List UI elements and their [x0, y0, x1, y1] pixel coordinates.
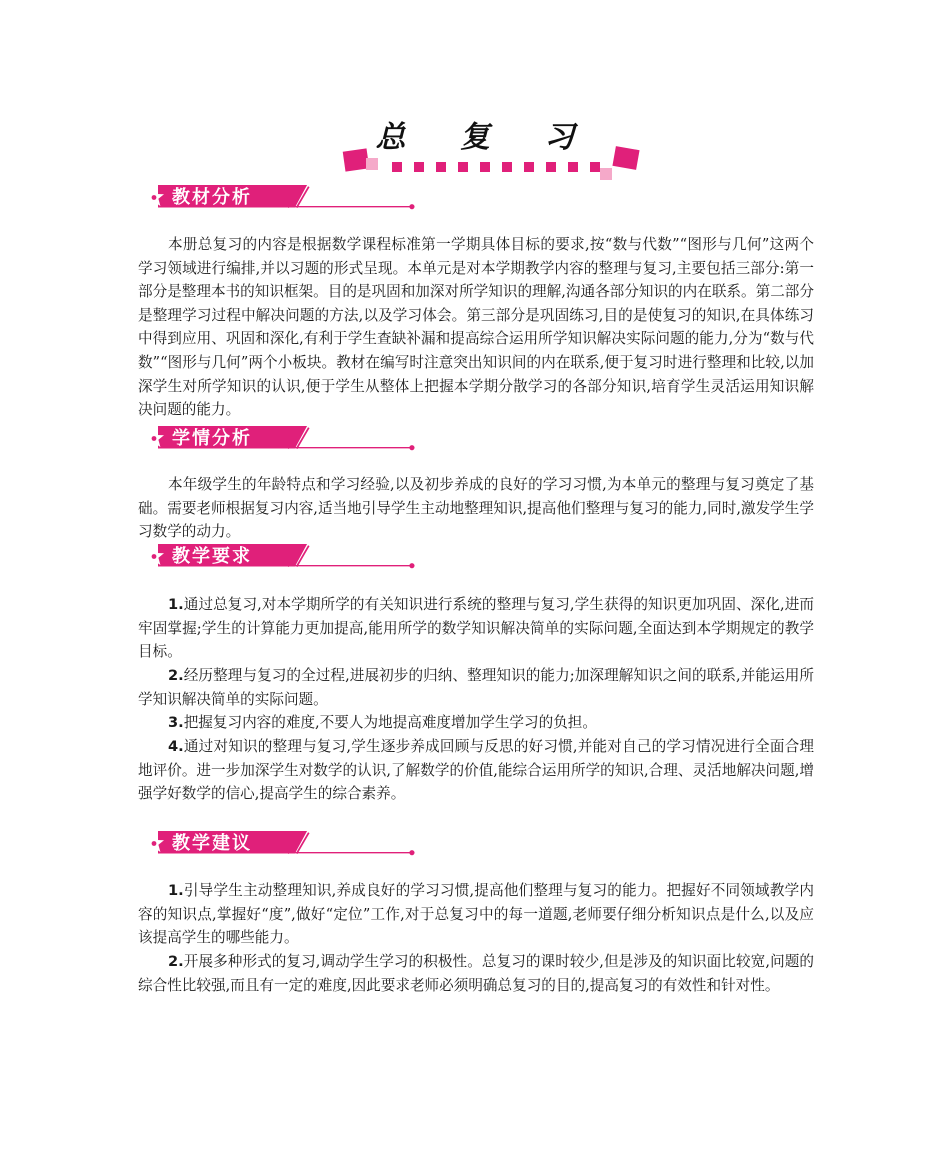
- paragraph: 本册总复习的内容是根据数学课程标准第一学期具体目标的要求,按“数与代数”“图形与几何”这两个学习领域进行编排,并以习题的形式呈现。本单元是对本学期教学内容的整理与复习,主要包括三部分:第一部分是整理本书的知识框架。目的是巩固和加深对所学知识的理解,沟通各部分知识的内在联系。第二部分是整理学习过程中解决问题的方法,以及学习体会。第三部分是巩固练习,目的是使复习的知识,在具体练习中得到应用、巩固和深化,有利于学生查缺补漏和提高综合运用所学知识解决实际问题的能力,分为“数与代数”“图形与几何”两个小板块。教材在编写时注意突出知识间的内在联系,便于复习时进行整理和比较,以加深学生对所学知识的认识,便于学生从整体上把握本学期分散学习的各部分知识,培育学生灵活运用知识解决问题的能力。: [138, 236, 814, 419]
- item-number: 4.: [168, 738, 184, 755]
- title-decoration-squares: [338, 144, 644, 184]
- paragraph: 本年级学生的年龄特点和学习经验,以及初步养成的良好的学习习惯,为本单元的整理与复习奠定了基础。需要老师根据复习内容,适当地引导学生主动地整理知识,提高他们整理与复习的能力,同时,激发学生学习数学的动力。: [138, 476, 814, 541]
- list-item: [138, 664, 814, 711]
- section-header-learning-situation: [138, 426, 438, 456]
- item-number: 2.: [168, 667, 184, 684]
- list-item: [138, 735, 814, 806]
- star-icon: [142, 426, 166, 450]
- item-text: 经历整理与复习的全过程,进展初步的归纳、整理知识的能力;加深理解知识之间的联系,并能运用所学知识解决简单的实际问题。: [138, 667, 814, 708]
- item-number: 2.: [168, 953, 184, 970]
- section-heading: 教学建议: [172, 833, 252, 854]
- list-item: [138, 879, 814, 950]
- section-heading: 教学要求: [172, 546, 252, 567]
- page-title: 总 复 习: [375, 120, 597, 155]
- star-icon: [142, 831, 166, 855]
- star-icon: [142, 544, 166, 568]
- list-item: [138, 950, 814, 997]
- section-header-teaching-suggestions: [138, 831, 438, 861]
- section-heading: 教材分析: [172, 187, 252, 208]
- item-text: 开展多种形式的复习,调动学生学习的积极性。总复习的课时较少,但是涉及的知识面比较宽,问题的综合性比较强,而且有一定的难度,因此要求老师必须明确总复习的目的,提高复习的有效性和针对性。: [138, 953, 814, 994]
- item-text: 通过总复习,对本学期所学的有关知识进行系统的整理与复习,学生获得的知识更加巩固、深化,进而牢固掌握;学生的计算能力更加提高,能用所学的数学知识解决简单的实际问题,全面达到本学期规定的教学目标。: [138, 596, 814, 661]
- item-text: 引导学生主动整理知识,养成良好的学习习惯,提高他们整理与复习的能力。把握好不同领域教学内容的知识点,掌握好“度”,做好“定位”工作,对于总复习中的每一道题,老师要仔细分析知识点是什么,以及应该提高学生的哪些能力。: [138, 882, 814, 947]
- section-header-teaching-material: [138, 185, 438, 215]
- item-text: 把握复习内容的难度,不要人为地提高难度增加学生学习的负担。: [183, 714, 597, 731]
- item-number: 1.: [168, 596, 184, 613]
- list-item: [138, 711, 814, 735]
- star-icon: [142, 185, 166, 209]
- item-number: 3.: [168, 714, 184, 731]
- section-heading: 学情分析: [172, 428, 252, 449]
- section-header-teaching-requirements: [138, 544, 438, 574]
- list-item: [138, 593, 814, 664]
- item-number: 1.: [168, 882, 184, 899]
- item-text: 通过对知识的整理与复习,学生逐步养成回顾与反思的好习惯,并能对自己的学习情况进行全面合理地评价。进一步加深学生对数学的认识,了解数学的价值,能综合运用所学的知识,合理、灵活地解决问题,增强学好数学的信心,提高学生的综合素养。: [138, 738, 814, 803]
